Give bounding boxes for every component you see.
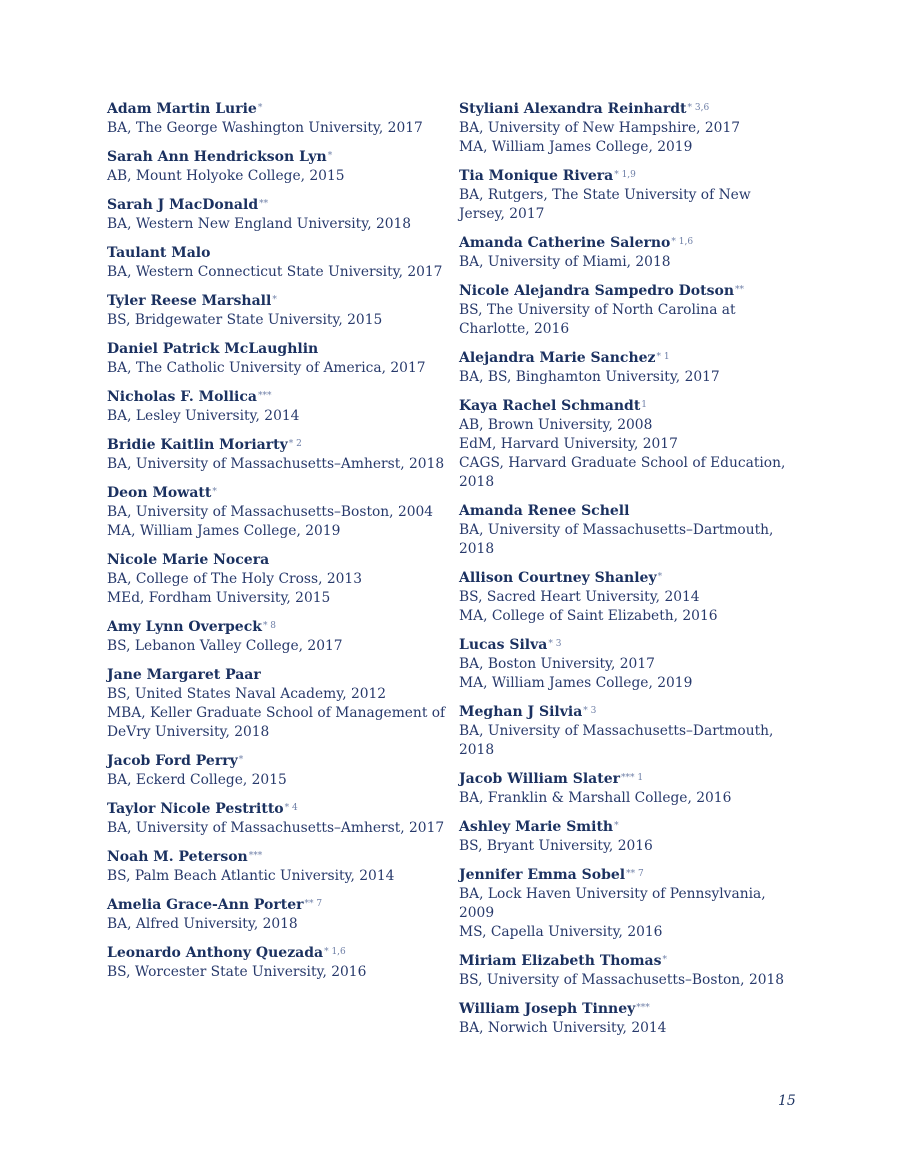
degree-line: BA, The Catholic University of America, 2017 <box>107 360 426 376</box>
graduate-name: Adam Martin Lurie* <box>107 101 263 117</box>
degree-line: MEd, Fordham University, 2015 <box>107 590 331 606</box>
graduate-entry <box>459 1000 799 1038</box>
graduate-name: Styliani Alexandra Reinhardt$^{* 3,6}$ <box>459 101 710 117</box>
graduate-entry <box>107 848 447 886</box>
graduate-entry <box>107 340 447 378</box>
degree-line: BA, Franklin & Marshall College, 2016 <box>459 790 732 806</box>
degree-line: BS, United States Naval Academy, 2012 <box>107 686 387 702</box>
degree-line: BA, Lock Haven University of Pennsylvania, 2009 <box>459 886 766 921</box>
degree-line: BA, University of Massachusetts–Dartmouth, 2018 <box>459 723 774 758</box>
graduate-name: Nicole Alejandra Sampedro Dotson** <box>459 283 745 299</box>
honor-mark: * <box>657 572 663 582</box>
graduate-name: Daniel Patrick McLaughlin <box>107 341 319 357</box>
graduate-entry <box>107 752 447 790</box>
honor-mark: * <box>662 955 668 965</box>
graduate-name: Tyler Reese Marshall* <box>107 293 277 309</box>
graduate-name: Jane Margaret Paar <box>107 667 261 683</box>
degree-line: BS, The University of North Carolina at Charlotte, 2016 <box>459 302 736 337</box>
degree-line: BA, Alfred University, 2018 <box>107 916 298 932</box>
graduate-name: Alejandra Marie Sanchez$^{* 1}$ <box>459 350 670 366</box>
graduate-name: Leonardo Anthony Quezada$^{* 1,6}$ <box>107 945 346 961</box>
graduate-name: Allison Courtney Shanley* <box>459 570 663 586</box>
graduate-entry <box>459 502 799 559</box>
graduate-entry <box>107 196 447 234</box>
degree-line: BA, University of Massachusetts–Amherst, 2018 <box>107 456 445 472</box>
degree-line: BS, University of Massachusetts–Boston, 2018 <box>459 972 785 988</box>
graduate-name: Taulant Malo <box>107 245 211 261</box>
honor-mark: * 1,9 <box>614 170 636 180</box>
graduate-name: Kaya Rachel Schmandt$^1$ <box>459 398 648 414</box>
degree-line: AB, Mount Holyoke College, 2015 <box>107 168 345 184</box>
honor-mark: * 1 <box>656 352 670 362</box>
graduate-name: Bridie Kaitlin Moriarty$^{* 2}$ <box>107 437 302 453</box>
degree-line: BS, Sacred Heart University, 2014 <box>459 589 700 605</box>
honor-mark: *** <box>257 391 272 401</box>
graduate-entry <box>459 167 799 224</box>
honor-mark: 1 <box>641 400 648 410</box>
degree-line: BA, Eckerd College, 2015 <box>107 772 287 788</box>
degree-line: MBA, Keller Graduate School of Management of DeVry University, 2018 <box>107 705 446 740</box>
honor-mark: * 8 <box>262 621 277 631</box>
graduate-entry <box>459 866 799 942</box>
graduate-name: Nicole Marie Nocera <box>107 552 270 568</box>
graduate-name: Noah M. Peterson*** <box>107 849 263 865</box>
graduate-entry <box>107 944 447 982</box>
honor-mark: * <box>272 295 277 305</box>
degree-line: BS, Lebanon Valley College, 2017 <box>107 638 343 654</box>
page-number: 15 <box>778 1093 796 1109</box>
honor-mark: ** 7 <box>626 869 644 879</box>
degree-line: CAGS, Harvard Graduate School of Education, 2018 <box>459 455 786 490</box>
graduate-name: Miriam Elizabeth Thomas* <box>459 953 668 969</box>
graduate-name: Meghan J Silvia$^{* 3}$ <box>459 704 597 720</box>
degree-line: BA, Western Connecticut State University, 2017 <box>107 264 443 280</box>
graduate-entry <box>459 100 799 157</box>
honor-mark: * <box>238 755 244 765</box>
graduate-entry <box>107 148 447 186</box>
graduate-entry <box>459 818 799 856</box>
graduate-entry <box>107 436 447 474</box>
honor-mark: * 1,6 <box>324 947 346 957</box>
degree-line: BS, Worcester State University, 2016 <box>107 964 367 980</box>
degree-line: MS, Capella University, 2016 <box>459 924 663 940</box>
degree-line: BS, Palm Beach Atlantic University, 2014 <box>107 868 395 884</box>
graduate-entry <box>107 244 447 282</box>
degree-line: BA, Boston University, 2017 <box>459 656 655 672</box>
graduate-name: Amelia Grace-Ann Porter$^{** 7}$ <box>107 897 323 913</box>
graduate-name: Amanda Renee Schell <box>459 503 630 519</box>
honor-mark: * 4 <box>284 803 298 813</box>
degree-line: EdM, Harvard University, 2017 <box>459 436 678 452</box>
honor-mark: ** <box>735 285 745 295</box>
degree-line: BA, BS, Binghamton University, 2017 <box>459 369 720 385</box>
degree-line: BA, The George Washington University, 2017 <box>107 120 423 136</box>
graduate-entry <box>107 618 447 656</box>
graduate-entry <box>107 484 447 541</box>
degree-line: BS, Bridgewater State University, 2015 <box>107 312 383 328</box>
degree-line: BA, Norwich University, 2014 <box>459 1020 667 1036</box>
graduate-entry <box>107 388 447 426</box>
graduate-entry <box>107 100 447 138</box>
degree-line: MA, College of Saint Elizabeth, 2016 <box>459 608 718 624</box>
degree-line: MA, William James College, 2019 <box>459 675 693 691</box>
graduate-entry <box>107 666 447 742</box>
degree-line: BA, University of New Hampshire, 2017 <box>459 120 740 136</box>
honor-mark: * 3,6 <box>687 103 710 113</box>
degree-line: BA, University of Massachusetts–Boston, 2004 <box>107 504 434 520</box>
degree-line: BA, University of Massachusetts–Amherst, 2017 <box>107 820 445 836</box>
graduate-entry <box>459 952 799 990</box>
graduate-name: Amy Lynn Overpeck$^{* 8}$ <box>107 619 277 635</box>
graduate-name: Lucas Silva$^{* 3}$ <box>459 637 562 653</box>
graduate-entry <box>459 234 799 272</box>
graduate-entry <box>459 569 799 626</box>
graduate-name: Jennifer Emma Sobel$^{** 7}$ <box>459 867 644 883</box>
degree-line: BA, College of The Holy Cross, 2013 <box>107 571 362 587</box>
right-column <box>459 100 799 1048</box>
graduate-entry <box>459 349 799 387</box>
degree-line: BA, University of Massachusetts–Dartmouth, 2018 <box>459 522 774 557</box>
honor-mark: ** 7 <box>304 899 323 909</box>
graduate-entry <box>459 397 799 492</box>
degree-line: BA, Western New England University, 2018 <box>107 216 412 232</box>
graduate-entry <box>459 636 799 693</box>
graduate-entry <box>459 703 799 760</box>
honor-mark: * <box>257 103 263 113</box>
honor-mark: * 3 <box>583 706 597 716</box>
graduate-name: Sarah J MacDonald** <box>107 197 269 213</box>
graduate-name: William Joseph Tinney*** <box>459 1001 650 1017</box>
honor-mark: *** <box>636 1003 650 1013</box>
honor-mark: * <box>212 487 217 497</box>
graduate-entry <box>107 292 447 330</box>
graduate-name: Ashley Marie Smith* <box>459 819 619 835</box>
graduate-entry <box>459 770 799 808</box>
honor-mark: * <box>327 151 333 161</box>
graduate-name: Jacob William Slater$^{*** 1}$ <box>459 771 644 787</box>
honor-mark: * 1,6 <box>671 237 694 247</box>
graduate-entry <box>107 800 447 838</box>
graduate-name: Nicholas F. Mollica*** <box>107 389 272 405</box>
degree-line: MA, William James College, 2019 <box>459 139 693 155</box>
degree-line: AB, Brown University, 2008 <box>459 417 653 433</box>
graduate-entry <box>107 551 447 608</box>
degree-line: BA, Lesley University, 2014 <box>107 408 300 424</box>
degree-line: BA, University of Miami, 2018 <box>459 254 671 270</box>
degree-line: BA, Rutgers, The State University of New Jersey, 2017 <box>459 187 751 222</box>
honor-mark: *** <box>248 851 263 861</box>
honor-mark: ** <box>259 199 269 209</box>
degree-line: BS, Bryant University, 2016 <box>459 838 653 854</box>
graduate-name: Deon Mowatt* <box>107 485 217 501</box>
graduate-entry <box>107 896 447 934</box>
graduate-entry <box>459 282 799 339</box>
honor-mark: *** 1 <box>620 773 644 783</box>
honor-mark: * <box>614 821 619 831</box>
honor-mark: * 2 <box>288 439 302 449</box>
graduate-name: Tia Monique Rivera$^{* 1,9}$ <box>459 168 636 184</box>
graduate-name: Amanda Catherine Salerno$^{* 1,6}$ <box>459 235 694 251</box>
degree-line: MA, William James College, 2019 <box>107 523 341 539</box>
graduate-name: Sarah Ann Hendrickson Lyn* <box>107 149 333 165</box>
graduate-name: Taylor Nicole Pestritto$^{* 4}$ <box>107 801 298 817</box>
honor-mark: * 3 <box>548 639 562 649</box>
left-column <box>107 100 447 992</box>
graduate-name: Jacob Ford Perry* <box>107 753 244 769</box>
